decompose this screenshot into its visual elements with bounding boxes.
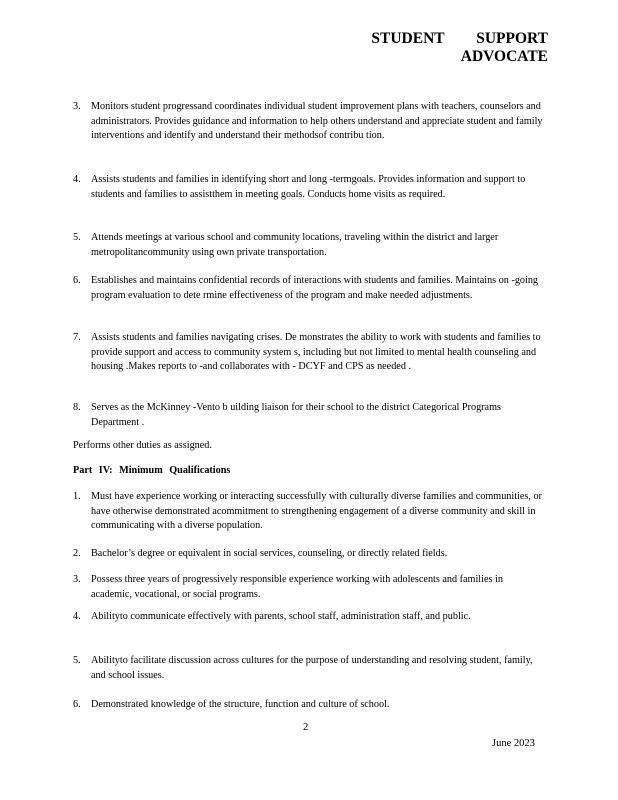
document-title (371, 30, 548, 66)
title-line-1: STUDENT SUPPORT (371, 30, 548, 47)
duty-number: 8. (73, 402, 81, 413)
duty-item-3 (73, 100, 543, 144)
duty-number: 5. (73, 232, 81, 243)
duty-text: Assists students and families navigating crises. De monstrates the ability to work with students and families to provide support and access to community system s, including but not limited to mental health counseling and housing .Makes reports to -and collaborates with - DCYF and CPS as needed . (91, 332, 541, 372)
qualification-text: Abilityto facilitate discussion across cultures for the purpose of understanding and resolving student, family, and school issues. (91, 655, 533, 681)
duty-text: Attends meetings at various school and community locations, traveling within the district and larger metropolitancommunity using own private transportation. (91, 232, 499, 258)
footer-date: June 2023 (492, 738, 535, 749)
duty-item-4 (73, 173, 543, 202)
duty-number: 4. (73, 174, 81, 185)
qualification-text: Abilityto communicate effectively with parents, school staff, administration staff, and public. (91, 611, 471, 622)
qualification-item-4 (73, 610, 543, 625)
qualification-item-5 (73, 654, 543, 683)
duty-number: 7. (73, 332, 81, 343)
qualification-item-3 (73, 573, 543, 602)
duty-item-5 (73, 231, 543, 260)
duty-text: Serves as the McKinney -Vento b uilding liaison for their school to the district Categorical Programs Department . (91, 402, 501, 428)
duty-text: Establishes and maintains confidential records of interactions with students and families. Maintains on -going program evaluation to dete rmine effectiveness of the program and make needed adjustments. (91, 275, 539, 301)
qualification-number: 6. (73, 699, 81, 710)
qualification-text: Demonstrated knowledge of the structure, function and culture of school. (91, 699, 390, 710)
duty-item-6 (73, 274, 543, 303)
duty-number: 3. (73, 101, 81, 112)
qualification-number: 3. (73, 574, 81, 585)
qualification-item-6 (73, 698, 543, 713)
qualification-item-1 (73, 490, 543, 534)
qualification-number: 1. (73, 491, 81, 502)
page-number: 2 (303, 722, 309, 733)
title-line-2: ADVOCATE (460, 48, 548, 65)
duty-text: Assists students and families in identifying short and long -termgoals. Provides information and support to students and families to assistthem in meeting goals. Conducts home visits as required. (91, 174, 526, 200)
qualification-text: Must have experience working or interacting successfully with culturally diverse families and communities, or have otherwise demonstrated acommitment to strengthening engagement of a diverse community and skill in communicating with a diverse population. (91, 491, 542, 531)
duty-item-7 (73, 331, 543, 375)
duty-text: Monitors student progressand coordinates individual student improvement plans with teachers, counselors and administrators. Provides guidance and information to help others understand and appreciate student and family interventions and identify and understand their methodsof contribu tion. (91, 101, 543, 141)
qualification-text: Possess three years of progressively responsible experience working with adolescents and families in academic, vocational, or social programs. (91, 574, 503, 600)
qualification-item-2 (73, 547, 543, 562)
qualification-text: Bachelor’s degree or equivalent in social services, counseling, or directly related fields. (91, 548, 448, 559)
other-duties-text: Performs other duties as assigned. (73, 440, 212, 451)
qualification-number: 2. (73, 548, 81, 559)
qualification-number: 5. (73, 655, 81, 666)
section-heading: Part IV: Minimum Qualifications (73, 465, 231, 476)
duty-item-8 (73, 401, 543, 430)
qualification-number: 4. (73, 611, 81, 622)
duty-number: 6. (73, 275, 81, 286)
